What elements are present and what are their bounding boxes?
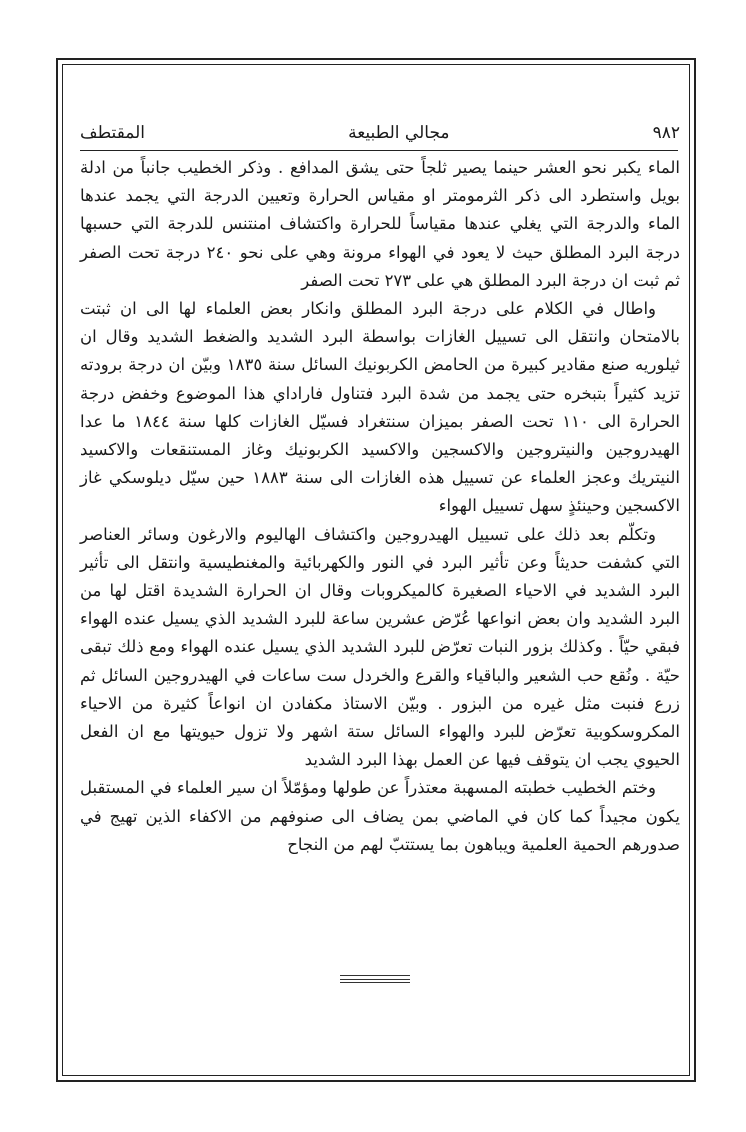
page-header (80, 118, 680, 148)
paragraph-3: وتكلّم بعد ذلك على تسييل الهيدروجين واكتشاف الهاليوم والارغون وسائر العناصر التي كشفت حديثاً وعن تأثير البرد في النور والكهربائية والمغنطيسية وانتقل الى تأثير البرد الشديد في الاحياء الصغيرة كالميكروبات وقال ان الحرارة الشديدة اقتل لها من البرد الشديد وان بعض انواعها عُرّض عشرين ساعة للبرد الشديد الذي يسيل عنده الهواء فبقي حيّاً . وكذلك بزور النبات تعرّض للبرد الشديد الذي يسيل عنده الهواء ومع ذلك تبقى حيّة . ونُقع حب الشعير والباقياء والقرع والخردل ست ساعات في الهيدروجين السائل ثم زرع فنبت مثل غيره من البزور . وبيّن الاستاذ مكفادن ان انواعاً كثيرة من الاحياء المكروسكوبية تعرّض للبرد والهواء السائل ستة اشهر ولا تزول حيويتها مع ان الفعل الحيوي يجب ان يتوقف فيها عن العمل بهذا البرد الشديد (80, 524, 680, 770)
page-number: ٩٨٢ (652, 123, 680, 143)
paragraph-2: واطال في الكلام على درجة البرد المطلق وانكار بعض العلماء لها الى ان ثبتت بالامتحان وانتقل الى تسييل الغازات بواسطة البرد الشديد والضغط الشديد وقال ان ثيلوريه صنع مقادير كبيرة من الحامض الكربونيك السائل سنة ١٨٣٥ وبيّن ان درجة برودته تزيد كثيراً بتبخره حتى يجمد من شدة البرد فتناول فاراداي هذا الموضوع وخفض درجة الحرارة الى ١١٠ تحت الصفر بميزان سنتغراد فسيّل الغازات كلها سنة ١٨٤٤ ما عدا الهيدروجين والنيتروجين والاكسجين والاكسيد الكربونيك وغاز المستنقعات والاكسيد النيتريك وعجز العلماء عن تسييل هذه الغازات الى سنة ١٨٨٣ حين سيّل ديلوسكي غاز الاكسجين وحينئذٍ سهل تسييل الهواء (80, 299, 681, 516)
end-ornament (340, 975, 410, 983)
article-body (80, 154, 680, 859)
header-rule (80, 150, 678, 151)
ornament-line (340, 979, 410, 980)
ornament-line (340, 982, 410, 983)
paragraph-1: الماء يكبر نحو العشر حينما يصير ثلجاً حتى يشق المدافع . وذكر الخطيب جانباً من ادلة بويل واستطرد الى ذكر الثرمومتر او مقياس الحرارة وتعيين الدرجة التي يجمد عندها الماء والدرجة التي يغلي عندها مقياساً للحرارة واكتشاف امنتنس للدرجة التي حسبها درجة البرد المطلق حيث لا يعود في الهواء مرونة وهي على نحو ٢٤٠ درجة تحت الصفر ثم ثبت ان درجة البرد المطلق هي على ٢٧٣ تحت الصفر (80, 158, 680, 290)
journal-name: المقتطف (80, 123, 146, 143)
section-title: مجالي الطبيعة (348, 123, 450, 143)
paragraph-4: وختم الخطيب خطبته المسهبة معتذراً عن طولها ومؤمّلاً ان سير العلماء في المستقبل يكون مجيداً كما كان في الماضي بمن يضاف الى صنوفهم من الاكفاء الذين تهيج في صدورهم الحمية العلمية ويباهون بما يستتبّ لهم من النجاح (80, 778, 680, 854)
ornament-line (340, 975, 410, 976)
